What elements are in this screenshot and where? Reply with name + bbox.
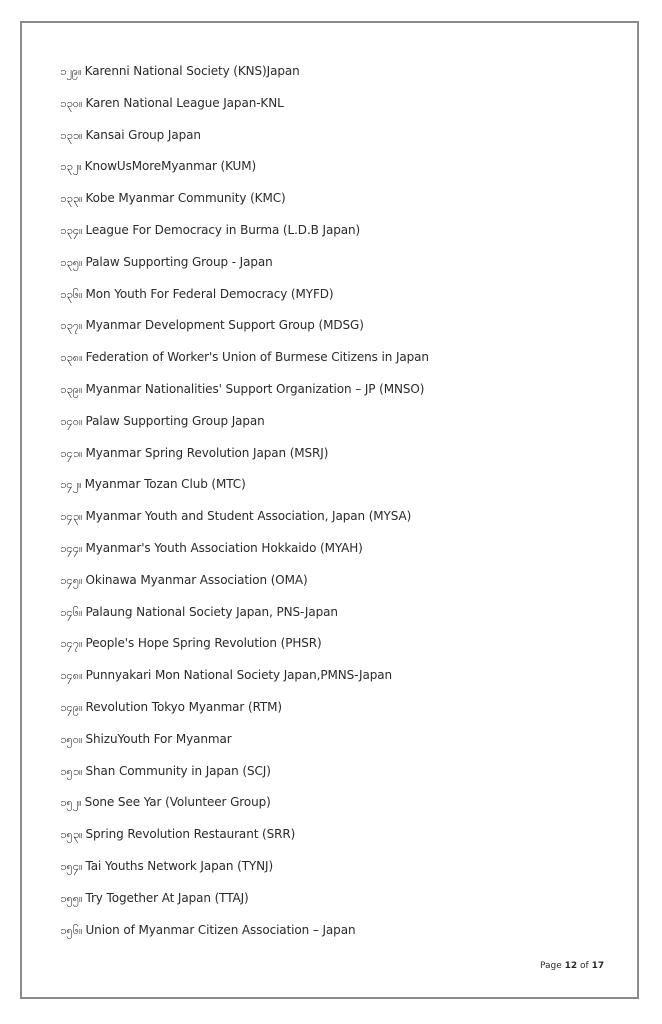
item-number: ၁၅၀။	[60, 731, 83, 746]
list-item	[60, 284, 429, 316]
list-item	[60, 602, 429, 634]
item-number: ၁၄၂။	[60, 477, 82, 492]
item-number: ၁၄၀။	[60, 413, 83, 428]
item-number: ၁၄၁။	[60, 445, 83, 460]
organization-name: ShizuYouth For Myanmar	[85, 731, 232, 746]
list-item	[60, 188, 429, 220]
item-number: ၁၃၇။	[60, 318, 83, 333]
page-of: of	[577, 961, 592, 971]
list-item	[60, 61, 429, 93]
organization-name: League For Democracy in Burma (L.D.B Japan)	[85, 222, 361, 237]
organization-name: Karen National League Japan-KNL	[85, 95, 284, 110]
organization-list	[60, 61, 429, 951]
page-total: 17	[591, 961, 605, 971]
organization-name: Myanmar Spring Revolution Japan (MSRJ)	[85, 445, 329, 460]
list-item	[60, 443, 429, 475]
organization-name: Myanmar's Youth Association Hokkaido (MYAH)	[85, 540, 363, 555]
list-item	[60, 411, 429, 443]
item-number: ၁၃၂။	[60, 159, 82, 174]
list-item	[60, 856, 429, 888]
page-number	[540, 961, 604, 971]
item-number: ၁၄၉။	[60, 699, 83, 714]
list-item	[60, 888, 429, 920]
item-number: ၁၃၈။	[60, 350, 83, 365]
organization-name: Kobe Myanmar Community (KMC)	[85, 191, 286, 206]
list-item	[60, 570, 429, 602]
list-item	[60, 156, 429, 188]
organization-name: Punnyakari Mon National Society Japan,PMNS-Japan	[85, 668, 393, 683]
item-number: ၁၃၀။	[60, 95, 83, 110]
list-item	[60, 920, 429, 952]
item-number: ၁၅၆။	[60, 922, 83, 937]
list-item	[60, 379, 429, 411]
organization-name: Palaw Supporting Group Japan	[85, 413, 265, 428]
organization-name: Myanmar Youth and Student Association, Japan (MYSA)	[85, 509, 412, 524]
list-item	[60, 315, 429, 347]
list-item	[60, 729, 429, 761]
list-item	[60, 347, 429, 379]
organization-name: Palaw Supporting Group - Japan	[85, 254, 273, 269]
item-number: ၁၃၅။	[60, 254, 83, 269]
list-item	[60, 792, 429, 824]
item-number: ၁၄၆။	[60, 604, 83, 619]
organization-name: Union of Myanmar Citizen Association – Japan	[85, 922, 356, 937]
list-item	[60, 506, 429, 538]
item-number: ၁၄၈။	[60, 668, 83, 683]
list-item	[60, 633, 429, 665]
list-item	[60, 93, 429, 125]
organization-name: Myanmar Development Support Group (MDSG)	[85, 318, 364, 333]
item-number: ၁၃၃။	[60, 191, 83, 206]
organization-name: Revolution Tokyo Myanmar (RTM)	[85, 699, 282, 714]
item-number: ၁၃၁။	[60, 127, 83, 142]
organization-name: Spring Revolution Restaurant (SRR)	[85, 827, 296, 842]
page-prefix: Page	[540, 961, 565, 971]
item-number: ၁၄၃။	[60, 509, 83, 524]
item-number: ၁၅၂။	[60, 795, 82, 810]
organization-name: Myanmar Nationalities' Support Organization – JP (MNSO)	[85, 381, 425, 396]
list-item	[60, 824, 429, 856]
organization-name: Kansai Group Japan	[85, 127, 201, 142]
item-number: ၁၄၇။	[60, 636, 83, 651]
list-item	[60, 474, 429, 506]
list-item	[60, 697, 429, 729]
item-number: ၁၂၉။	[60, 64, 82, 78]
item-number: ၁၄၄။	[60, 540, 83, 555]
organization-name: Mon Youth For Federal Democracy (MYFD)	[85, 286, 334, 301]
organization-name: Sone See Yar (Volunteer Group)	[84, 795, 271, 810]
item-number: ၁၃၆။	[60, 286, 83, 301]
item-number: ၁၄၅။	[60, 572, 83, 587]
list-item	[60, 252, 429, 284]
organization-name: Palaung National Society Japan, PNS-Japan	[85, 604, 338, 619]
item-number: ၁၅၅။	[60, 890, 83, 905]
item-number: ၁၅၄။	[60, 858, 83, 873]
item-number: ၁၅၁။	[60, 763, 83, 778]
organization-name: Federation of Worker's Union of Burmese Citizens in Japan	[85, 350, 429, 365]
item-number: ၁၅၃။	[60, 827, 83, 842]
list-item	[60, 761, 429, 793]
list-item	[60, 665, 429, 697]
page-current: 12	[564, 961, 578, 971]
organization-name: People's Hope Spring Revolution (PHSR)	[85, 636, 322, 651]
list-item	[60, 538, 429, 570]
organization-name: Okinawa Myanmar Association (OMA)	[85, 572, 308, 587]
organization-name: KnowUsMoreMyanmar (KUM)	[84, 159, 257, 174]
item-number: ၁၃၄။	[60, 222, 83, 237]
item-number: ၁၃၉။	[60, 381, 83, 396]
organization-name: Karenni National Society (KNS)Japan	[84, 64, 300, 78]
list-item	[60, 220, 429, 252]
organization-name: Tai Youths Network Japan (TYNJ)	[85, 858, 274, 873]
organization-name: Myanmar Tozan Club (MTC)	[84, 477, 246, 492]
organization-name: Try Together At Japan (TTAJ)	[85, 890, 249, 905]
organization-name: Shan Community in Japan (SCJ)	[85, 763, 271, 778]
list-item	[60, 125, 429, 157]
